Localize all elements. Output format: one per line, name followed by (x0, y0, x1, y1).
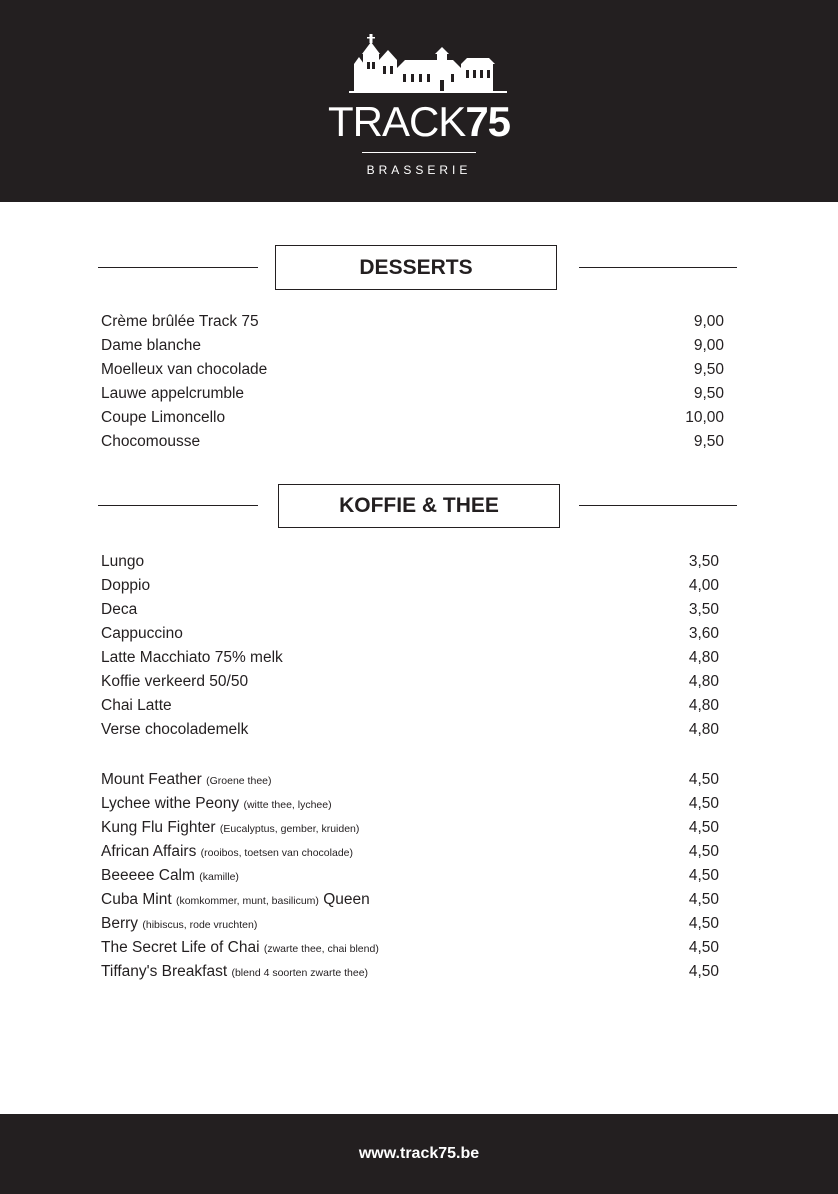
menu-item-price: 4,50 (688, 867, 719, 884)
menu-item-price: 4,50 (688, 795, 719, 812)
menu-item-name (101, 718, 248, 742)
menu-item-price: 4,50 (688, 915, 719, 932)
menu-item-note: (kamille) (199, 871, 239, 883)
menu-item-price: 9,50 (693, 385, 724, 402)
coffee-rule-right (579, 505, 737, 506)
menu-item-title: Cuba Mint (101, 891, 172, 908)
menu-item-price: 3,50 (688, 553, 719, 570)
menu-item-title: Lychee withe Peony (101, 795, 240, 812)
menu-item-name (101, 888, 370, 913)
menu-item-price: 3,50 (688, 601, 719, 618)
brand-name-light: TRACK (327, 98, 466, 145)
menu-item-note: (Eucalyptus, gember, kruiden) (219, 823, 360, 835)
menu-item-name (101, 670, 248, 694)
menu-item-title: Moelleux van chocolade (101, 361, 268, 378)
menu-item-title: Kung Flu Fighter (101, 819, 216, 836)
desserts-rule-left (98, 267, 258, 268)
menu-item-name (101, 646, 283, 670)
brand-name-bold: 75 (465, 98, 511, 145)
menu-item-price: 4,80 (688, 649, 719, 666)
menu-item-title: Koffie verkeerd 50/50 (101, 673, 249, 690)
menu-item-name (101, 358, 267, 382)
menu-item-name (101, 792, 332, 817)
menu-item-price: 10,00 (685, 409, 724, 426)
menu-item-price: 9,50 (693, 361, 724, 378)
menu-item-note: (witte thee, lychee) (243, 799, 332, 811)
menu-item-name (101, 936, 379, 961)
menu-item-title: Deca (101, 601, 138, 618)
menu-item-name (101, 622, 183, 646)
brand-subtitle: BRASSERIE (366, 163, 472, 177)
menu-item-title: Latte Macchiato 75% melk (101, 649, 283, 666)
menu-item-note: (zwarte thee, chai blend) (263, 943, 379, 955)
building-station-icon (349, 32, 507, 94)
menu-item-note: (blend 4 soorten zwarte thee) (231, 967, 369, 979)
menu-item-title: Doppio (101, 577, 151, 594)
menu-item-price: 4,50 (688, 891, 719, 908)
website-link[interactable]: www.track75.be (358, 1145, 480, 1162)
menu-item-title: Lauwe appelcrumble (101, 385, 245, 402)
menu-item-name (101, 406, 225, 430)
desserts-heading: DESSERTS (275, 245, 557, 290)
menu-item-note: (komkommer, munt, basilicum) (175, 895, 319, 907)
menu-item-title: Chai Latte (101, 697, 172, 714)
menu-item-price: 4,80 (688, 721, 719, 738)
menu-item-price: 4,50 (688, 963, 719, 980)
menu-item-name (101, 598, 137, 622)
menu-item-suffix: Queen (323, 891, 370, 908)
menu-item-price: 9,00 (693, 337, 724, 354)
brand-divider (362, 152, 476, 153)
menu-item-title: Coupe Limoncello (101, 409, 226, 426)
menu-item-price: 4,80 (688, 697, 719, 714)
menu-item-title: Lungo (101, 553, 145, 570)
desserts-rule-right (579, 267, 737, 268)
menu-item-title: The Secret Life of Chai (101, 939, 260, 956)
menu-item-name (101, 334, 201, 358)
menu-item-title: Crème brûlée Track 75 (101, 313, 259, 330)
menu-item-name (101, 840, 353, 865)
menu-item-name (101, 694, 172, 718)
menu-item-name (101, 864, 239, 889)
menu-item-name (101, 816, 359, 841)
menu-item-title: Tiffany's Breakfast (101, 963, 228, 980)
menu-item-price: 3,60 (688, 625, 719, 642)
menu-item-price: 4,50 (688, 771, 719, 788)
menu-item-title: Cappuccino (101, 625, 183, 642)
menu-item-title: African Affairs (101, 843, 197, 860)
menu-item-price: 4,50 (688, 939, 719, 956)
menu-item-name (101, 574, 150, 598)
menu-item-name (101, 382, 244, 406)
menu-item-price: 4,50 (688, 843, 719, 860)
header (0, 0, 838, 202)
menu-item-price: 4,50 (688, 819, 719, 836)
brand-title (0, 98, 838, 146)
menu-item-title: Verse chocolademelk (101, 721, 249, 738)
menu-item-title: Dame blanche (101, 337, 201, 354)
coffee-tea-heading: KOFFIE & THEE (278, 484, 560, 528)
menu-item-name (101, 912, 257, 937)
menu-item-price: 4,00 (688, 577, 719, 594)
menu-item-name (101, 550, 144, 574)
menu-item-title: Chocomousse (101, 433, 201, 450)
menu-item-name (101, 960, 368, 985)
menu-item-price: 4,80 (688, 673, 719, 690)
menu-item-note: (hibiscus, rode vruchten) (142, 919, 258, 931)
menu-item-price: 9,00 (693, 313, 724, 330)
menu-item-note: (rooibos, toetsen van chocolade) (200, 847, 353, 859)
menu-item-price: 9,50 (693, 433, 724, 450)
footer (0, 1114, 838, 1194)
menu-item-title: Mount Feather (101, 771, 202, 788)
menu-item-name (101, 310, 259, 334)
menu-item-title: Berry (101, 915, 139, 932)
coffee-rule-left (98, 505, 258, 506)
menu-item-note: (Groene thee) (206, 775, 272, 787)
menu-item-name (101, 768, 272, 793)
menu-item-name (101, 430, 200, 454)
menu-item-title: Beeeee Calm (101, 867, 195, 884)
